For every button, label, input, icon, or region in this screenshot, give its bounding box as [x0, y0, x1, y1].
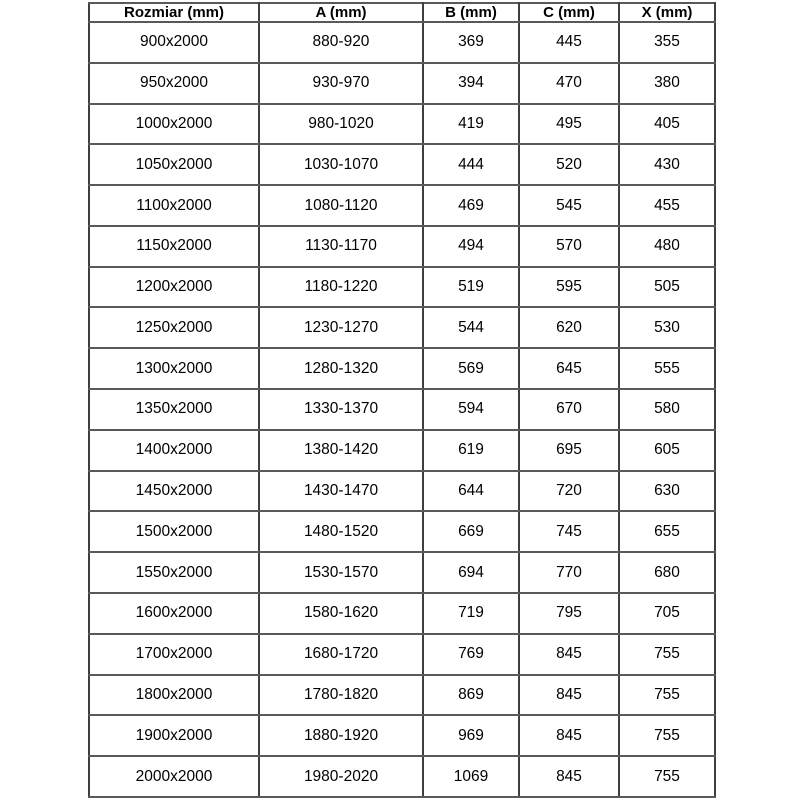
table-row: [89, 348, 715, 389]
table-cell: 880-920: [259, 22, 423, 63]
column-header: A (mm): [259, 3, 423, 22]
table-row: [89, 22, 715, 63]
table-cell: 630: [619, 471, 715, 512]
table-cell: 645: [519, 348, 619, 389]
table-cell: 1069: [423, 756, 519, 797]
table-row: [89, 185, 715, 226]
table-cell: 755: [619, 715, 715, 756]
table-cell: 394: [423, 63, 519, 104]
table-cell: 1600x2000: [89, 593, 259, 634]
table-cell: 580: [619, 389, 715, 430]
column-header: B (mm): [423, 3, 519, 22]
table-cell: 1780-1820: [259, 675, 423, 716]
table-cell: 619: [423, 430, 519, 471]
table-cell: 419: [423, 104, 519, 145]
table-cell: 494: [423, 226, 519, 267]
table-row: [89, 104, 715, 145]
table-cell: 930-970: [259, 63, 423, 104]
table-cell: 444: [423, 144, 519, 185]
table-cell: 1900x2000: [89, 715, 259, 756]
table-row: [89, 430, 715, 471]
table-cell: 770: [519, 552, 619, 593]
table-cell: 570: [519, 226, 619, 267]
table-cell: 670: [519, 389, 619, 430]
table-cell: 1050x2000: [89, 144, 259, 185]
table-row: [89, 593, 715, 634]
table-cell: 1200x2000: [89, 267, 259, 308]
table-cell: 405: [619, 104, 715, 145]
table-row: [89, 715, 715, 756]
table-cell: 495: [519, 104, 619, 145]
table-cell: 755: [619, 675, 715, 716]
table-row: [89, 63, 715, 104]
table-cell: 530: [619, 307, 715, 348]
table-row: [89, 389, 715, 430]
table-row: [89, 675, 715, 716]
table-cell: 719: [423, 593, 519, 634]
table-cell: 480: [619, 226, 715, 267]
table-cell: 545: [519, 185, 619, 226]
table-cell: 355: [619, 22, 715, 63]
table-cell: 1100x2000: [89, 185, 259, 226]
table-cell: 1180-1220: [259, 267, 423, 308]
table-cell: 695: [519, 430, 619, 471]
table-cell: 755: [619, 634, 715, 675]
column-header: Rozmiar (mm): [89, 3, 259, 22]
table-cell: 1350x2000: [89, 389, 259, 430]
table-cell: 1480-1520: [259, 511, 423, 552]
table-row: [89, 144, 715, 185]
table-cell: 1280-1320: [259, 348, 423, 389]
table-cell: 845: [519, 715, 619, 756]
column-header: X (mm): [619, 3, 715, 22]
table-cell: 569: [423, 348, 519, 389]
size-dimensions-table: [88, 2, 716, 798]
table-cell: 1250x2000: [89, 307, 259, 348]
table-cell: 555: [619, 348, 715, 389]
table-row: [89, 307, 715, 348]
table-cell: 1400x2000: [89, 430, 259, 471]
table-cell: 1080-1120: [259, 185, 423, 226]
table-body: [89, 22, 715, 797]
table-cell: 620: [519, 307, 619, 348]
table-cell: 519: [423, 267, 519, 308]
table-cell: 380: [619, 63, 715, 104]
table-cell: 469: [423, 185, 519, 226]
table-cell: 520: [519, 144, 619, 185]
table-cell: 1700x2000: [89, 634, 259, 675]
table-cell: 845: [519, 675, 619, 716]
table-cell: 755: [619, 756, 715, 797]
table-cell: 445: [519, 22, 619, 63]
table-cell: 769: [423, 634, 519, 675]
table-cell: 845: [519, 756, 619, 797]
table-row: [89, 756, 715, 797]
column-header: C (mm): [519, 3, 619, 22]
table-cell: 1030-1070: [259, 144, 423, 185]
table-cell: 1300x2000: [89, 348, 259, 389]
table-cell: 1330-1370: [259, 389, 423, 430]
table-cell: 1430-1470: [259, 471, 423, 512]
table-cell: 1380-1420: [259, 430, 423, 471]
table-cell: 680: [619, 552, 715, 593]
table-cell: 694: [423, 552, 519, 593]
table-cell: 505: [619, 267, 715, 308]
table-cell: 669: [423, 511, 519, 552]
table-cell: 705: [619, 593, 715, 634]
table-row: [89, 267, 715, 308]
table-cell: 1530-1570: [259, 552, 423, 593]
table-row: [89, 226, 715, 267]
table-cell: 470: [519, 63, 619, 104]
table-cell: 1980-2020: [259, 756, 423, 797]
table-cell: 1680-1720: [259, 634, 423, 675]
table-cell: 594: [423, 389, 519, 430]
table-cell: 1450x2000: [89, 471, 259, 512]
table-row: [89, 511, 715, 552]
table-cell: 869: [423, 675, 519, 716]
table-row: [89, 552, 715, 593]
table-cell: 544: [423, 307, 519, 348]
table-row: [89, 634, 715, 675]
table-cell: 1880-1920: [259, 715, 423, 756]
table-cell: 745: [519, 511, 619, 552]
table-cell: 1130-1170: [259, 226, 423, 267]
table-cell: 430: [619, 144, 715, 185]
table-cell: 1500x2000: [89, 511, 259, 552]
table-cell: 1800x2000: [89, 675, 259, 716]
table-cell: 605: [619, 430, 715, 471]
table-cell: 845: [519, 634, 619, 675]
table-cell: 950x2000: [89, 63, 259, 104]
table-cell: 1550x2000: [89, 552, 259, 593]
table-cell: 980-1020: [259, 104, 423, 145]
table-header-row: [89, 3, 715, 22]
table-cell: 795: [519, 593, 619, 634]
table-cell: 595: [519, 267, 619, 308]
table-cell: 720: [519, 471, 619, 512]
table-cell: 1230-1270: [259, 307, 423, 348]
table-cell: 969: [423, 715, 519, 756]
table-cell: 455: [619, 185, 715, 226]
table-cell: 900x2000: [89, 22, 259, 63]
table-cell: 1000x2000: [89, 104, 259, 145]
table-cell: 1580-1620: [259, 593, 423, 634]
table-row: [89, 471, 715, 512]
table-cell: 655: [619, 511, 715, 552]
table-cell: 369: [423, 22, 519, 63]
table-cell: 644: [423, 471, 519, 512]
table-cell: 1150x2000: [89, 226, 259, 267]
table-cell: 2000x2000: [89, 756, 259, 797]
